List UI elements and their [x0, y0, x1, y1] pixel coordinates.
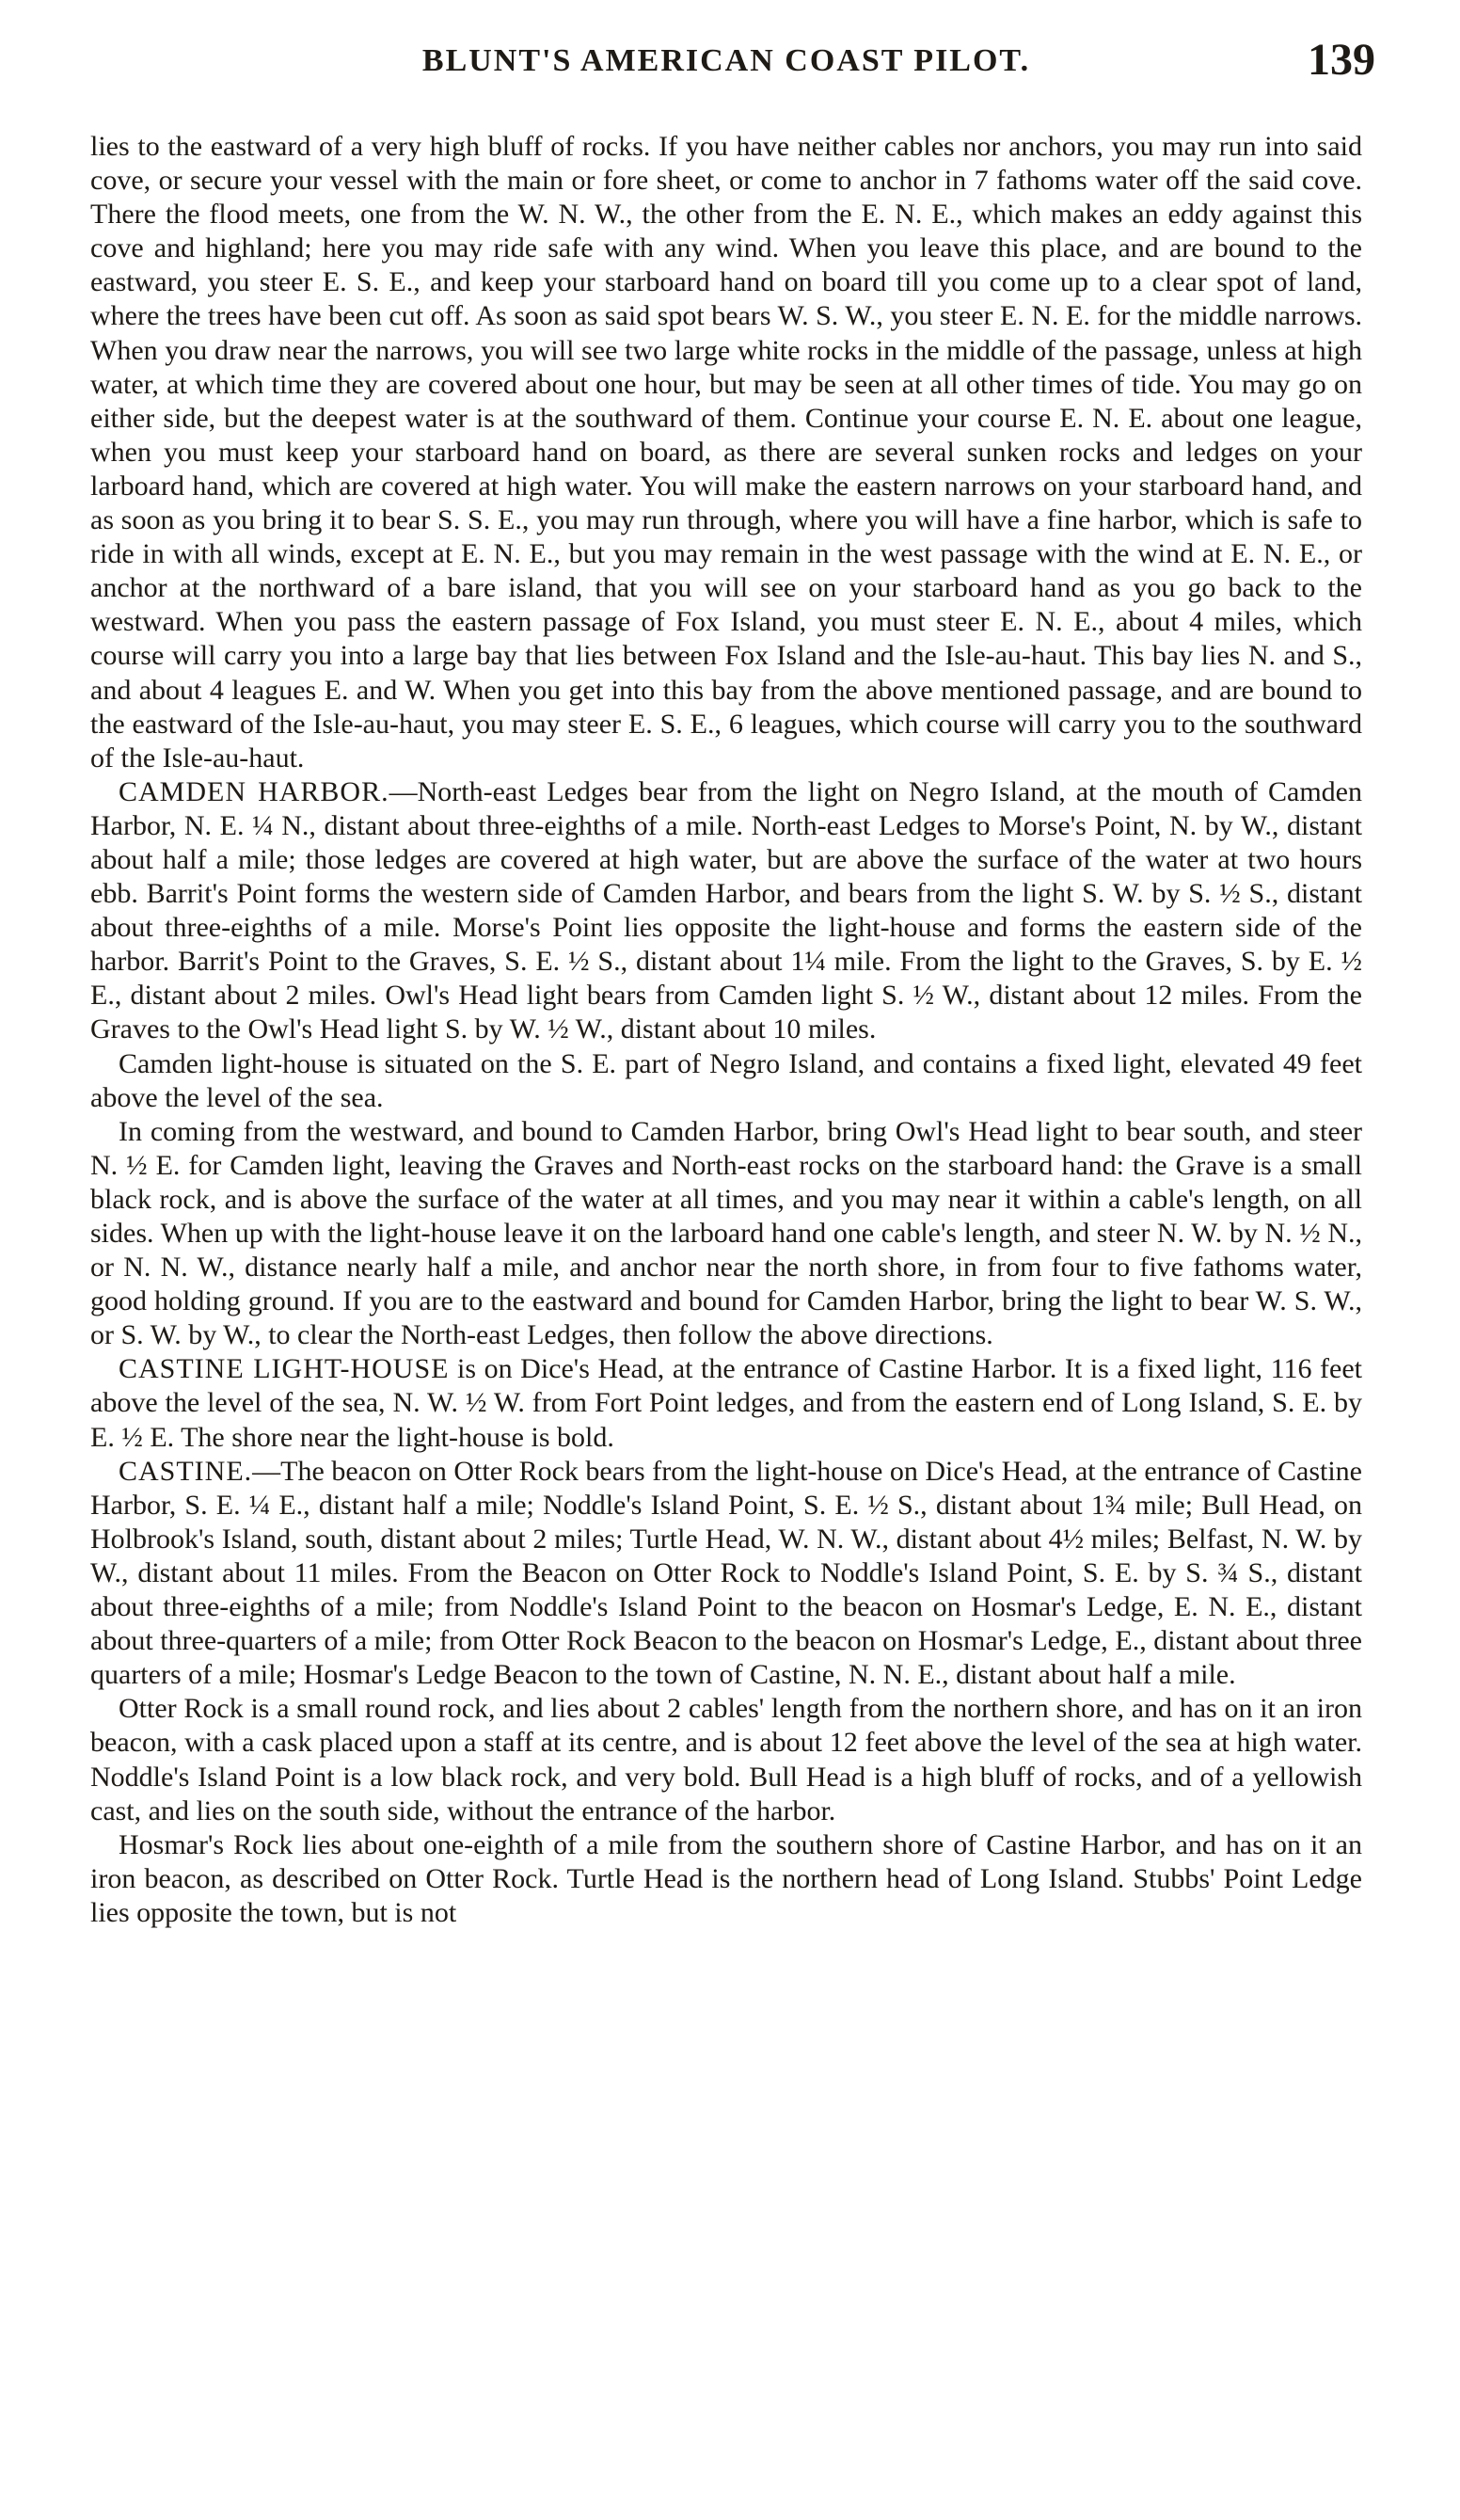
body-text — [90, 130, 1362, 1930]
page-number: 139 — [1308, 35, 1375, 85]
paragraph-text: lies to the eastward of a very high bluff of rocks. If you have neither cables nor anchors, you may run into said cove, or secure your vessel with the main or fore sheet, or come to anchor in 7 fathoms water off the said cove. There the flood meets, one from the W. N. W., the other from the E. N. E., which makes an eddy against this cove and highland; here you may ride safe with any wind. When you leave this place, and are bound to the eastward, you steer E. S. E., and keep your starboard hand on board till you come up to a clear spot of land, where the trees have been cut off. As soon as said spot bears W. S. W., you steer E. N. E. for the middle narrows. When you draw near the narrows, you will see two large white rocks in the middle of the passage, unless at high water, at which time they are covered about one hour, but may be seen at all other times of tide. You may go on either side, but the deepest water is at the southward of them. Continue your course E. N. E. about one league, when you must keep your starboard hand on board, as there are several sunken rocks and ledges on your larboard hand, which are covered at high water. You will make the eastern narrows on your starboard hand, and as soon as you bring it to bear S. S. E., you may run through, where you will have a fine harbor, which is safe to ride in with all winds, except at E. N. E., but you may remain in the west passage with the wind at E. N. E., or anchor at the northward of a bare island, that you will see on your starboard hand as you go back to the westward. When you pass the eastern passage of Fox Island, you must steer E. N. E., about 4 miles, which course will carry you into a large bay that lies between Fox Island and the Isle-au-haut. This bay lies N. and S., and about 4 leagues E. and W. When you get into this bay from the above mentioned passage, and are bound to the eastward of the Isle-au-haut, you may steer E. S. E., 6 leagues, which course will carry you to the southward of the Isle-au-haut. — [90, 131, 1362, 774]
section-heading-castine: CASTINE. — [119, 1455, 253, 1487]
section-heading-castine-lighthouse: CASTINE LIGHT-HOUSE — [119, 1353, 450, 1385]
paragraph-continued — [90, 130, 1362, 775]
paragraph-text: Camden light-house is situated on the S. E. part of Negro Island, and contains a fixed light, elevated 49 feet above the level of the sea. — [90, 1047, 1362, 1113]
running-title: BLUNT'S AMERICAN COAST PILOT. — [421, 43, 1031, 78]
running-head — [90, 34, 1375, 90]
paragraph-camden-harbor — [90, 775, 1362, 1047]
paragraph-camden-directions — [90, 1115, 1362, 1353]
paragraph-text: Hosmar's Rock lies about one-eighth of a mile from the southern shore of Castine Harbor, and has on it an iron beacon, as described on Otter Rock. Turtle Head is the northern head of Long Island. Stubbs' Point Ledge lies opposite the town, but is not — [90, 1828, 1362, 1928]
paragraph-text: In coming from the westward, and bound to Camden Harbor, bring Owl's Head light to bear south, and steer N. ½ E. for Camden light, leaving the Graves and North-east rocks on the starboard hand: the Grave is a small black rock, and is above the surface of the water at all times, and you may near it within a cable's length, on all sides. When up with the light-house leave it on the larboard hand one cable's length, and steer N. W. by N. ½ N., or N. N. W., distance nearly half a mile, and anchor near the north shore, in from four to five fathoms water, good holding ground. If you are to the eastward and bound for Camden Harbor, bring the light to bear W. S. W., or S. W. by W., to clear the North-east Ledges, then follow the above directions. — [90, 1115, 1362, 1351]
paragraph-hosmars-rock — [90, 1828, 1362, 1930]
paragraph-text: —The beacon on Otter Rock bears from the light-house on Dice's Head, at the entrance of Castine Harbor, S. E. ¼ E., distant half a mile; Noddle's Island Point, S. E. ½ S., distant about 1¾ mile; Bull Head, on Holbrook's Island, south, distant about 2 miles; Turtle Head, W. N. W., distant about 4½ miles; Belfast, N. W. by W., distant about 11 miles. From the Beacon on Otter Rock to Noddle's Island Point, S. E. by S. ¾ S., distant about three-eighths of a mile; from Noddle's Island Point to the beacon on Hosmar's Ledge, E. N. E., distant about three-quarters of a mile; from Otter Rock Beacon to the beacon on Hosmar's Ledge, E., distant about three quarters of a mile; Hosmar's Ledge Beacon to the town of Castine, N. N. E., distant about half a mile. — [90, 1455, 1362, 1691]
paragraph-camden-light — [90, 1047, 1362, 1115]
book-page — [90, 34, 1375, 1930]
paragraph-otter-rock — [90, 1692, 1362, 1827]
paragraph-castine-lighthouse — [90, 1352, 1362, 1454]
paragraph-text: —North-east Ledges bear from the light on Negro Island, at the mouth of Camden Harbor, N. E. ¼ N., distant about three-eighths of a mile. North-east Ledges to Morse's Point, N. by W., distant about half a mile; those ledges are covered at high water, but are above the surface of the water at two hours ebb. Barrit's Point forms the western side of Camden Harbor, and bears from the light S. W. by S. ½ S., distant about three-eighths of a mile. Morse's Point lies opposite the light-house and forms the eastern side of the harbor. Barrit's Point to the Graves, S. E. ½ S., distant about 1¼ mile. From the light to the Graves, S. by E. ½ E., distant about 2 miles. Owl's Head light bears from Camden light S. ½ W., distant about 12 miles. From the Graves to the Owl's Head light S. by W. ½ W., distant about 10 miles. — [90, 775, 1362, 1045]
paragraph-text: is on Dice's Head, at the entrance of Castine Harbor. It is a fixed light, 116 feet above the level of the sea, N. W. ½ W. from Fort Point ledges, and from the eastern end of Long Island, S. E. by E. ½ E. The shore near the light-house is bold. — [90, 1353, 1362, 1453]
section-heading-camden-harbor: CAMDEN HARBOR. — [119, 775, 389, 807]
paragraph-text: Otter Rock is a small round rock, and lies about 2 cables' length from the northern shore, and has on it an iron beacon, with a cask placed upon a staff at its centre, and is about 12 feet above the level of the sea at high water. Noddle's Island Point is a low black rock, and very bold. Bull Head is a high bluff of rocks, and of a yellowish cast, and lies on the south side, without the entrance of the harbor. — [90, 1693, 1362, 1826]
paragraph-castine — [90, 1455, 1362, 1693]
